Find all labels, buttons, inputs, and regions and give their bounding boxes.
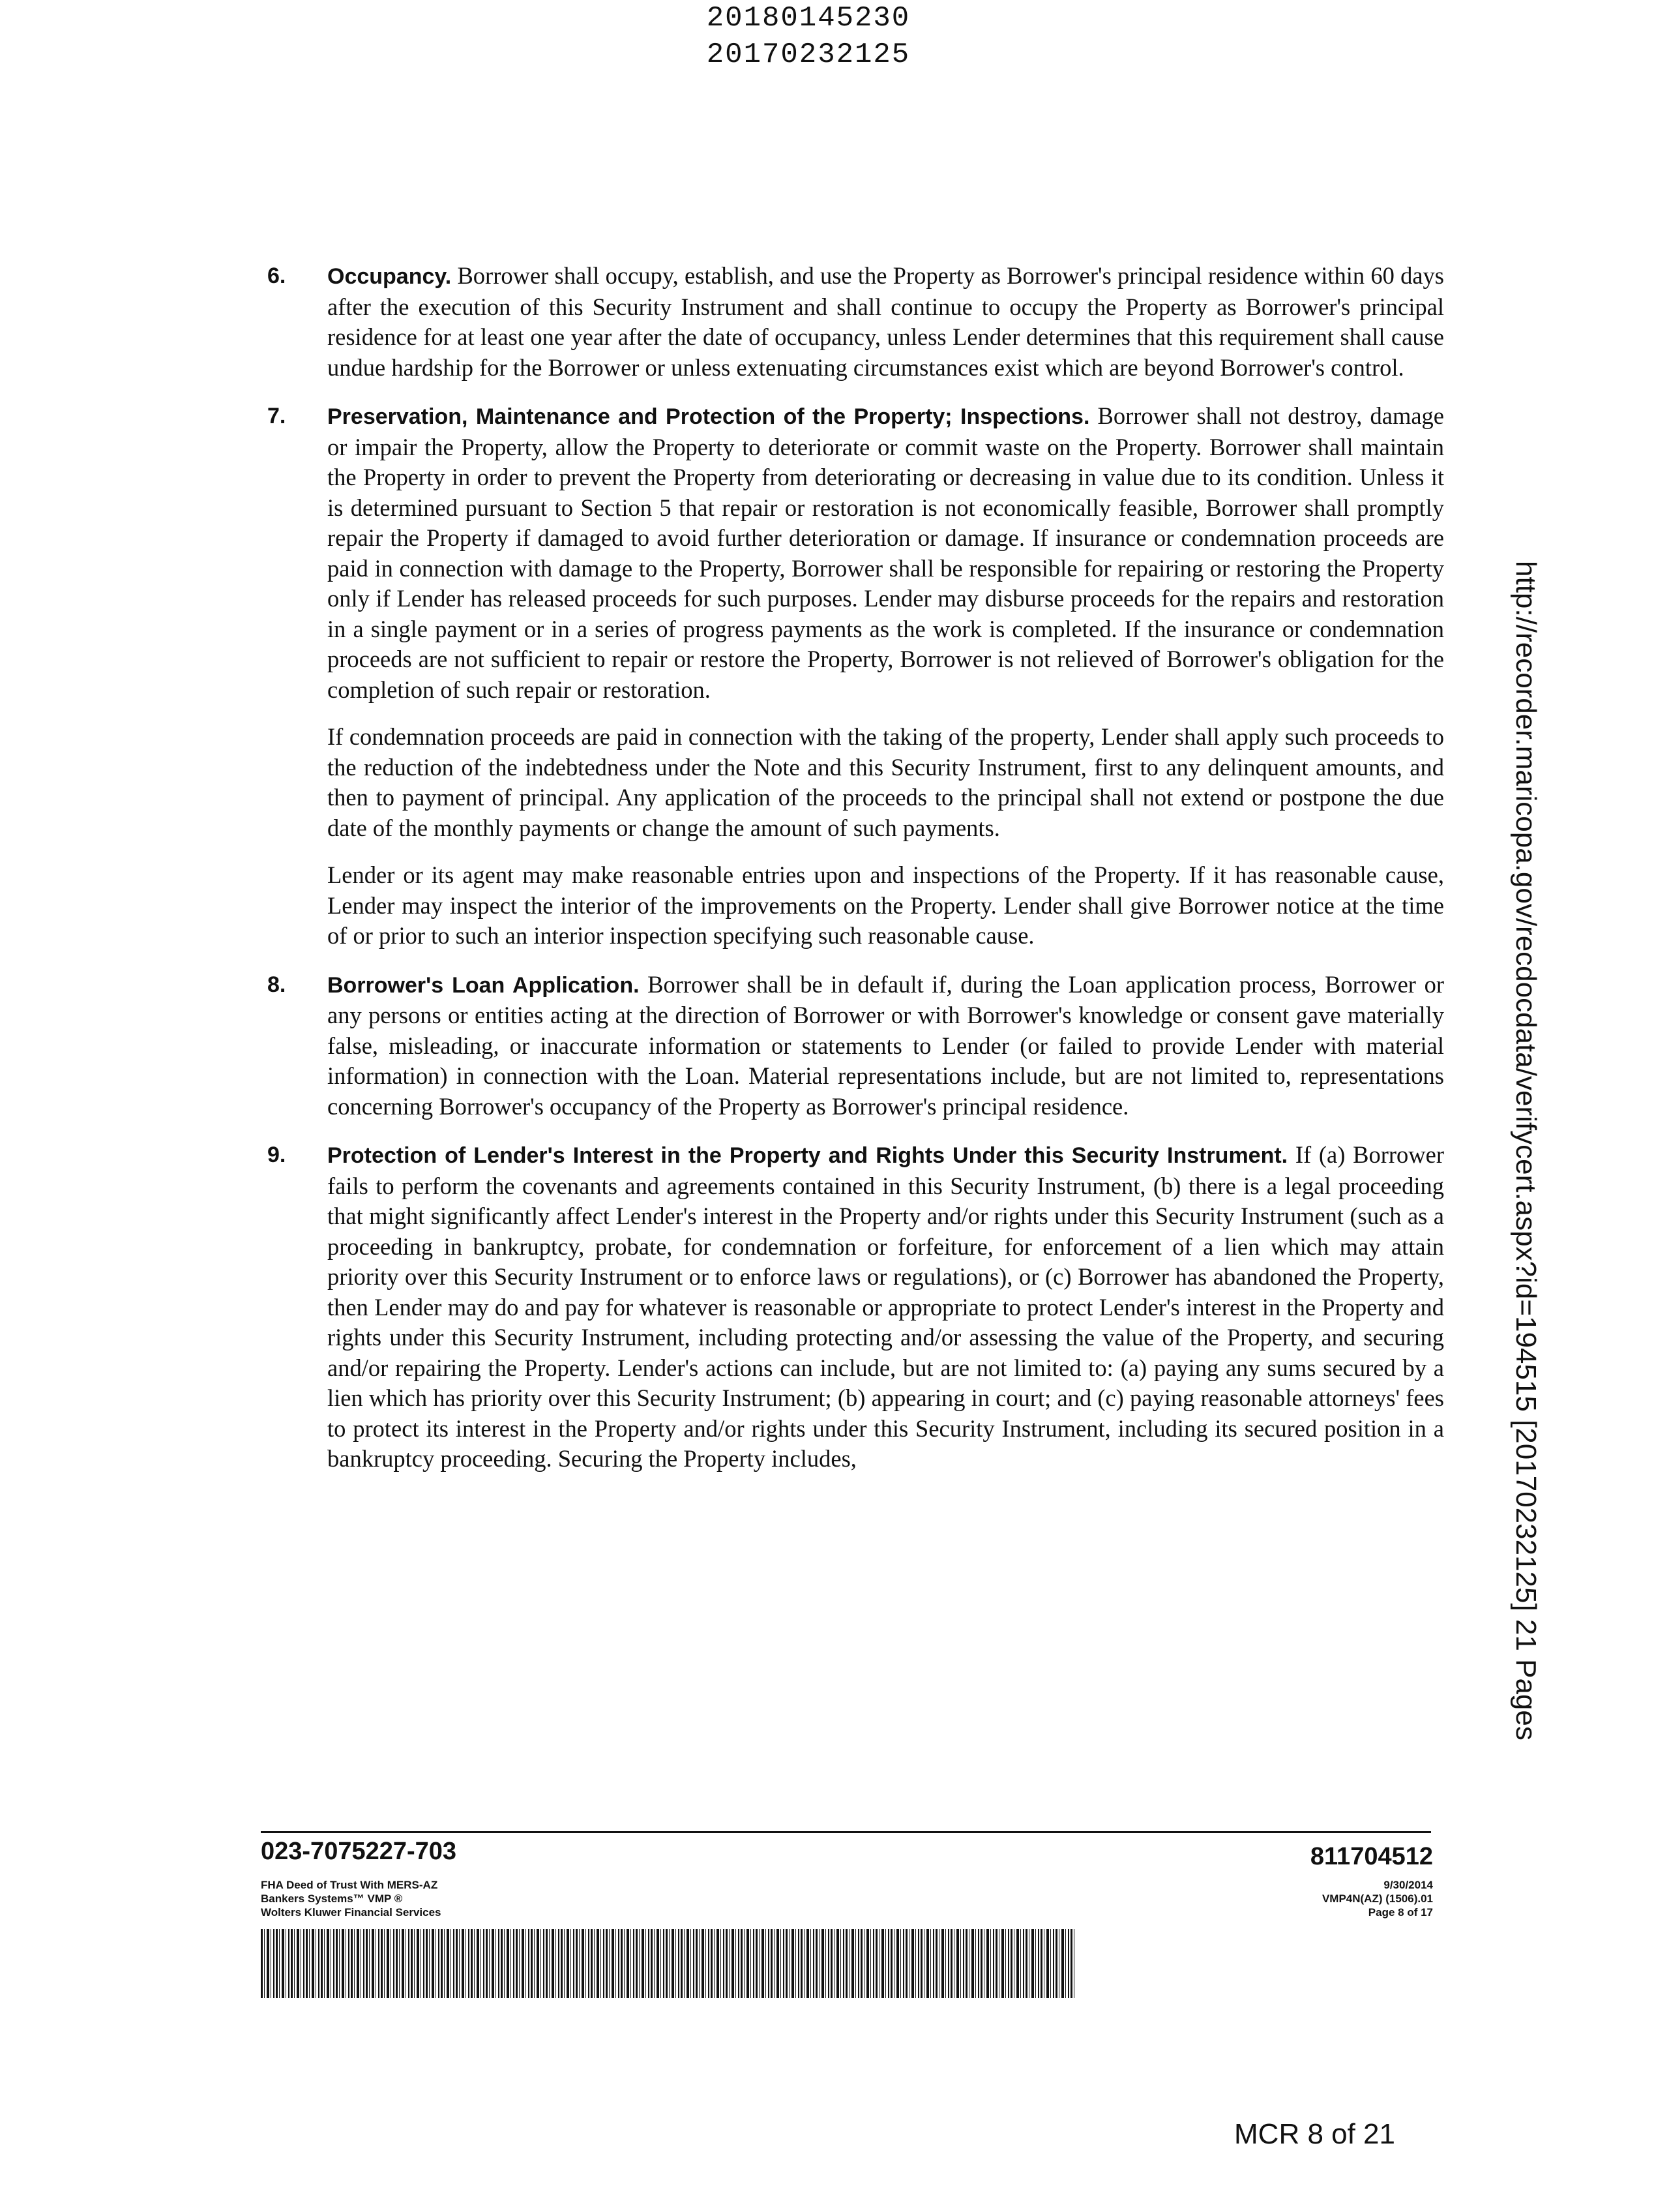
- recording-numbers: [678, 0, 939, 73]
- section-title: Protection of Lender's Interest in the Property and Rights Under this Security Instrument.: [327, 1143, 1288, 1168]
- section-title: Preservation, Maintenance and Protection of the Property; Inspections.: [327, 404, 1090, 429]
- recording-number-1: 20180145230: [706, 2, 911, 35]
- section-paragraph: [327, 1140, 1444, 1474]
- section-preservation: [267, 401, 1444, 951]
- section-paragraph: [327, 261, 1444, 383]
- section-number: 6.: [267, 263, 286, 288]
- paragraph-text: Borrower shall not destroy, damage or impair the Property, allow the Property to deteriorate or commit waste on the Property. Borrower shall maintain the Property in order to prevent the Property from deteriorating or decreasing in value due to its condition. Unless it is determined pursuant to Section 5 that repair or restoration is not economically feasible, Borrower shall promptly repair the Property if damaged to avoid further deterioration or damage. If insurance or condemnation proceeds are paid in connection with damage to the Property, Borrower shall be responsible for repairing or restoring the Property only if Lender has released proceeds for such purposes. Lender may disburse proceeds for the repairs and restoration in a single payment or in a series of progress payments as the work is completed. If the insurance or condemnation proceeds are not sufficient to repair or restore the Property, Borrower is not relieved of Borrower's obligation for the completion of such repair or restoration.: [327, 402, 1444, 703]
- section-number: 7.: [267, 404, 286, 428]
- form-meta: [1322, 1878, 1433, 1919]
- section-number: 9.: [267, 1143, 286, 1167]
- paragraph-text: Borrower shall occupy, establish, and use the Property as Borrower's principal residence within 60 days after the execution of this Security Instrument and shall continue to occupy the Property as Borrower's principal residence for at least one year after the date of occupancy, unless Lender determines that this requirement shall cause undue hardship for the Borrower or unless extenuating circumstances exist which are beyond Borrower's control.: [327, 262, 1444, 381]
- section-title: Borrower's Loan Application.: [327, 972, 640, 998]
- footer-divider: [261, 1831, 1431, 1833]
- recording-number-2: 20170232125: [706, 38, 911, 71]
- paragraph-text: If (a) Borrower fails to perform the covenants and agreements contained in this Security Instrument, (b) there is a legal proceeding that might significantly affect Lender's interest in the Property and/or rights under this Security Instrument (such as a proceeding in bankruptcy, probate, for condemnation or forfeiture, for enforcement of a lien which may attain priority over this Security Instrument or to enforce laws or regulations), or (c) Borrower has abandoned the Property, then Lender may do and pay for whatever is reasonable or appropriate to protect Lender's interest in the Property and rights under this Security Instrument, including protecting and/or assessing the value of the Property, and securing and/or repairing the Property. Lender's actions can include, but are not limited to: (a) paying any sums secured by a lien which has priority over this Security Instrument; (b) appearing in court; and (c) paying reasonable attorneys' fees to protect its interest in the Property and/or rights under this Security Instrument, including its secured position in a bankruptcy proceeding. Securing the Property includes,: [327, 1141, 1444, 1472]
- section-paragraph: Lender or its agent may make reasonable entries upon and inspections of the Property. If it has reasonable cause, Lender may inspect the interior of the improvements on the Property. Lender shall give Borrower notice at the time of or prior to such an interior inspection specifying such reasonable cause.: [327, 861, 1444, 949]
- section-occupancy: [267, 261, 1444, 383]
- loan-id: 811704512: [1310, 1843, 1433, 1870]
- barcode: [261, 1929, 1076, 1998]
- section-loan-application: [267, 970, 1444, 1122]
- form-publisher: Wolters Kluwer Financial Services: [261, 1906, 441, 1919]
- loan-number: 023-7075227-703: [261, 1838, 457, 1865]
- section-paragraph: [327, 401, 1444, 705]
- paragraph-text: Borrower shall be in default if, during the Loan application process, Borrower or any persons or entities acting at the direction of Borrower or with Borrower's knowledge or consent gave materially false, misleading, or inaccurate information or statements to Lender (or failed to provide Lender with material information) in connection with the Loan. Material representations include, but are not limited to, representations concerning Borrower's occupancy of the Property as Borrower's principal residence.: [327, 970, 1444, 1120]
- document-body: [267, 261, 1444, 1493]
- section-number: 8.: [267, 972, 286, 997]
- section-paragraph: [327, 970, 1444, 1122]
- page-of: Page 8 of 17: [1368, 1906, 1433, 1919]
- section-protection: [267, 1140, 1444, 1474]
- form-info: [261, 1878, 441, 1919]
- form-code: VMP4N(AZ) (1506).01: [1322, 1892, 1433, 1905]
- verification-url: http://recorder.maricopa.gov/recdocdata/verifycert.aspx?id=194515 [20170232125] 21 Pages: [1510, 561, 1542, 1741]
- page-stamp: MCR 8 of 21: [1234, 2118, 1395, 2150]
- form-date: 9/30/2014: [1383, 1879, 1433, 1891]
- section-title: Occupancy.: [327, 264, 452, 289]
- form-vendor: Bankers Systems™ VMP ®: [261, 1892, 403, 1905]
- section-paragraph: If condemnation proceeds are paid in connection with the taking of the property, Lender shall apply such proceeds to the reduction of the indebtedness under the Note and this Security Instrument, first to any delinquent amounts, and then to payment of principal. Any application of the proceeds to the principal shall not extend or postpone the due date of the monthly payments or change the amount of such payments.: [327, 723, 1444, 841]
- form-name: FHA Deed of Trust With MERS-AZ: [261, 1879, 438, 1891]
